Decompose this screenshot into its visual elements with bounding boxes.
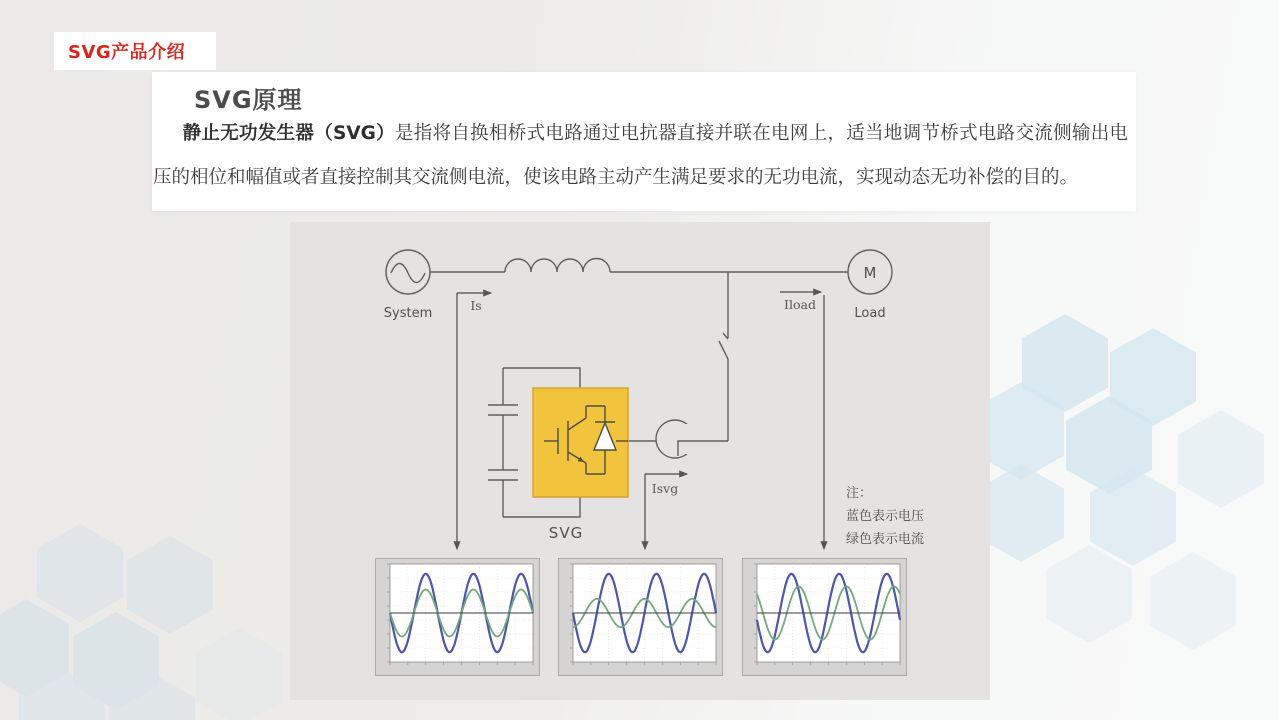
hexagon-decoration <box>1046 545 1132 643</box>
legend-note-line3: 绿色表示电流 <box>846 532 925 547</box>
hexagon-decoration <box>196 628 282 720</box>
svg-converter-block <box>533 388 628 497</box>
load-label: Load <box>854 306 886 321</box>
hexagon-decoration <box>978 464 1064 562</box>
waveform-plot-isvg <box>558 558 723 676</box>
waveform-plot-iload <box>742 558 907 676</box>
motor-label: M <box>863 264 877 282</box>
isvg-label: Isvg <box>651 481 679 496</box>
legend-note-line1: 注： <box>846 486 873 501</box>
is-label: Is <box>470 298 482 313</box>
switch-icon <box>723 333 728 339</box>
switch-blade <box>719 341 728 359</box>
waveform-plot-is <box>375 558 540 676</box>
legend-note-line2: 蓝色表示电压 <box>846 509 925 524</box>
iload-label: Iload <box>784 297 816 312</box>
svg-unit-label: SVG <box>548 524 584 542</box>
hexagon-decoration <box>127 536 213 634</box>
hexagon-decoration <box>1150 552 1236 650</box>
hexagon-decoration <box>1178 410 1264 508</box>
intro-paragraph-lead: 静止无功发生器（SVG） <box>182 123 395 144</box>
section-tag-label: SVG产品介绍 <box>68 42 186 63</box>
page-title: SVG原理 <box>194 86 303 114</box>
ac-sine-glyph <box>391 264 425 283</box>
section-tag <box>54 32 216 70</box>
reactor-coil-icon <box>505 259 610 273</box>
hexagon-decoration <box>37 524 123 622</box>
intro-paragraph <box>153 112 1128 200</box>
system-label: System <box>383 306 433 321</box>
legend-note <box>846 482 924 551</box>
diagram-panel <box>290 222 990 700</box>
intro-paragraph-body: 是指将自换相桥式电路通过电抗器直接并联在电网上，适当地调节桥式电路交流侧输出电压的相位和幅值或者直接控制其交流侧电流，使该电路主动产生满足要求的无功电流，实现动态无功补偿的目的。 <box>153 123 1129 188</box>
